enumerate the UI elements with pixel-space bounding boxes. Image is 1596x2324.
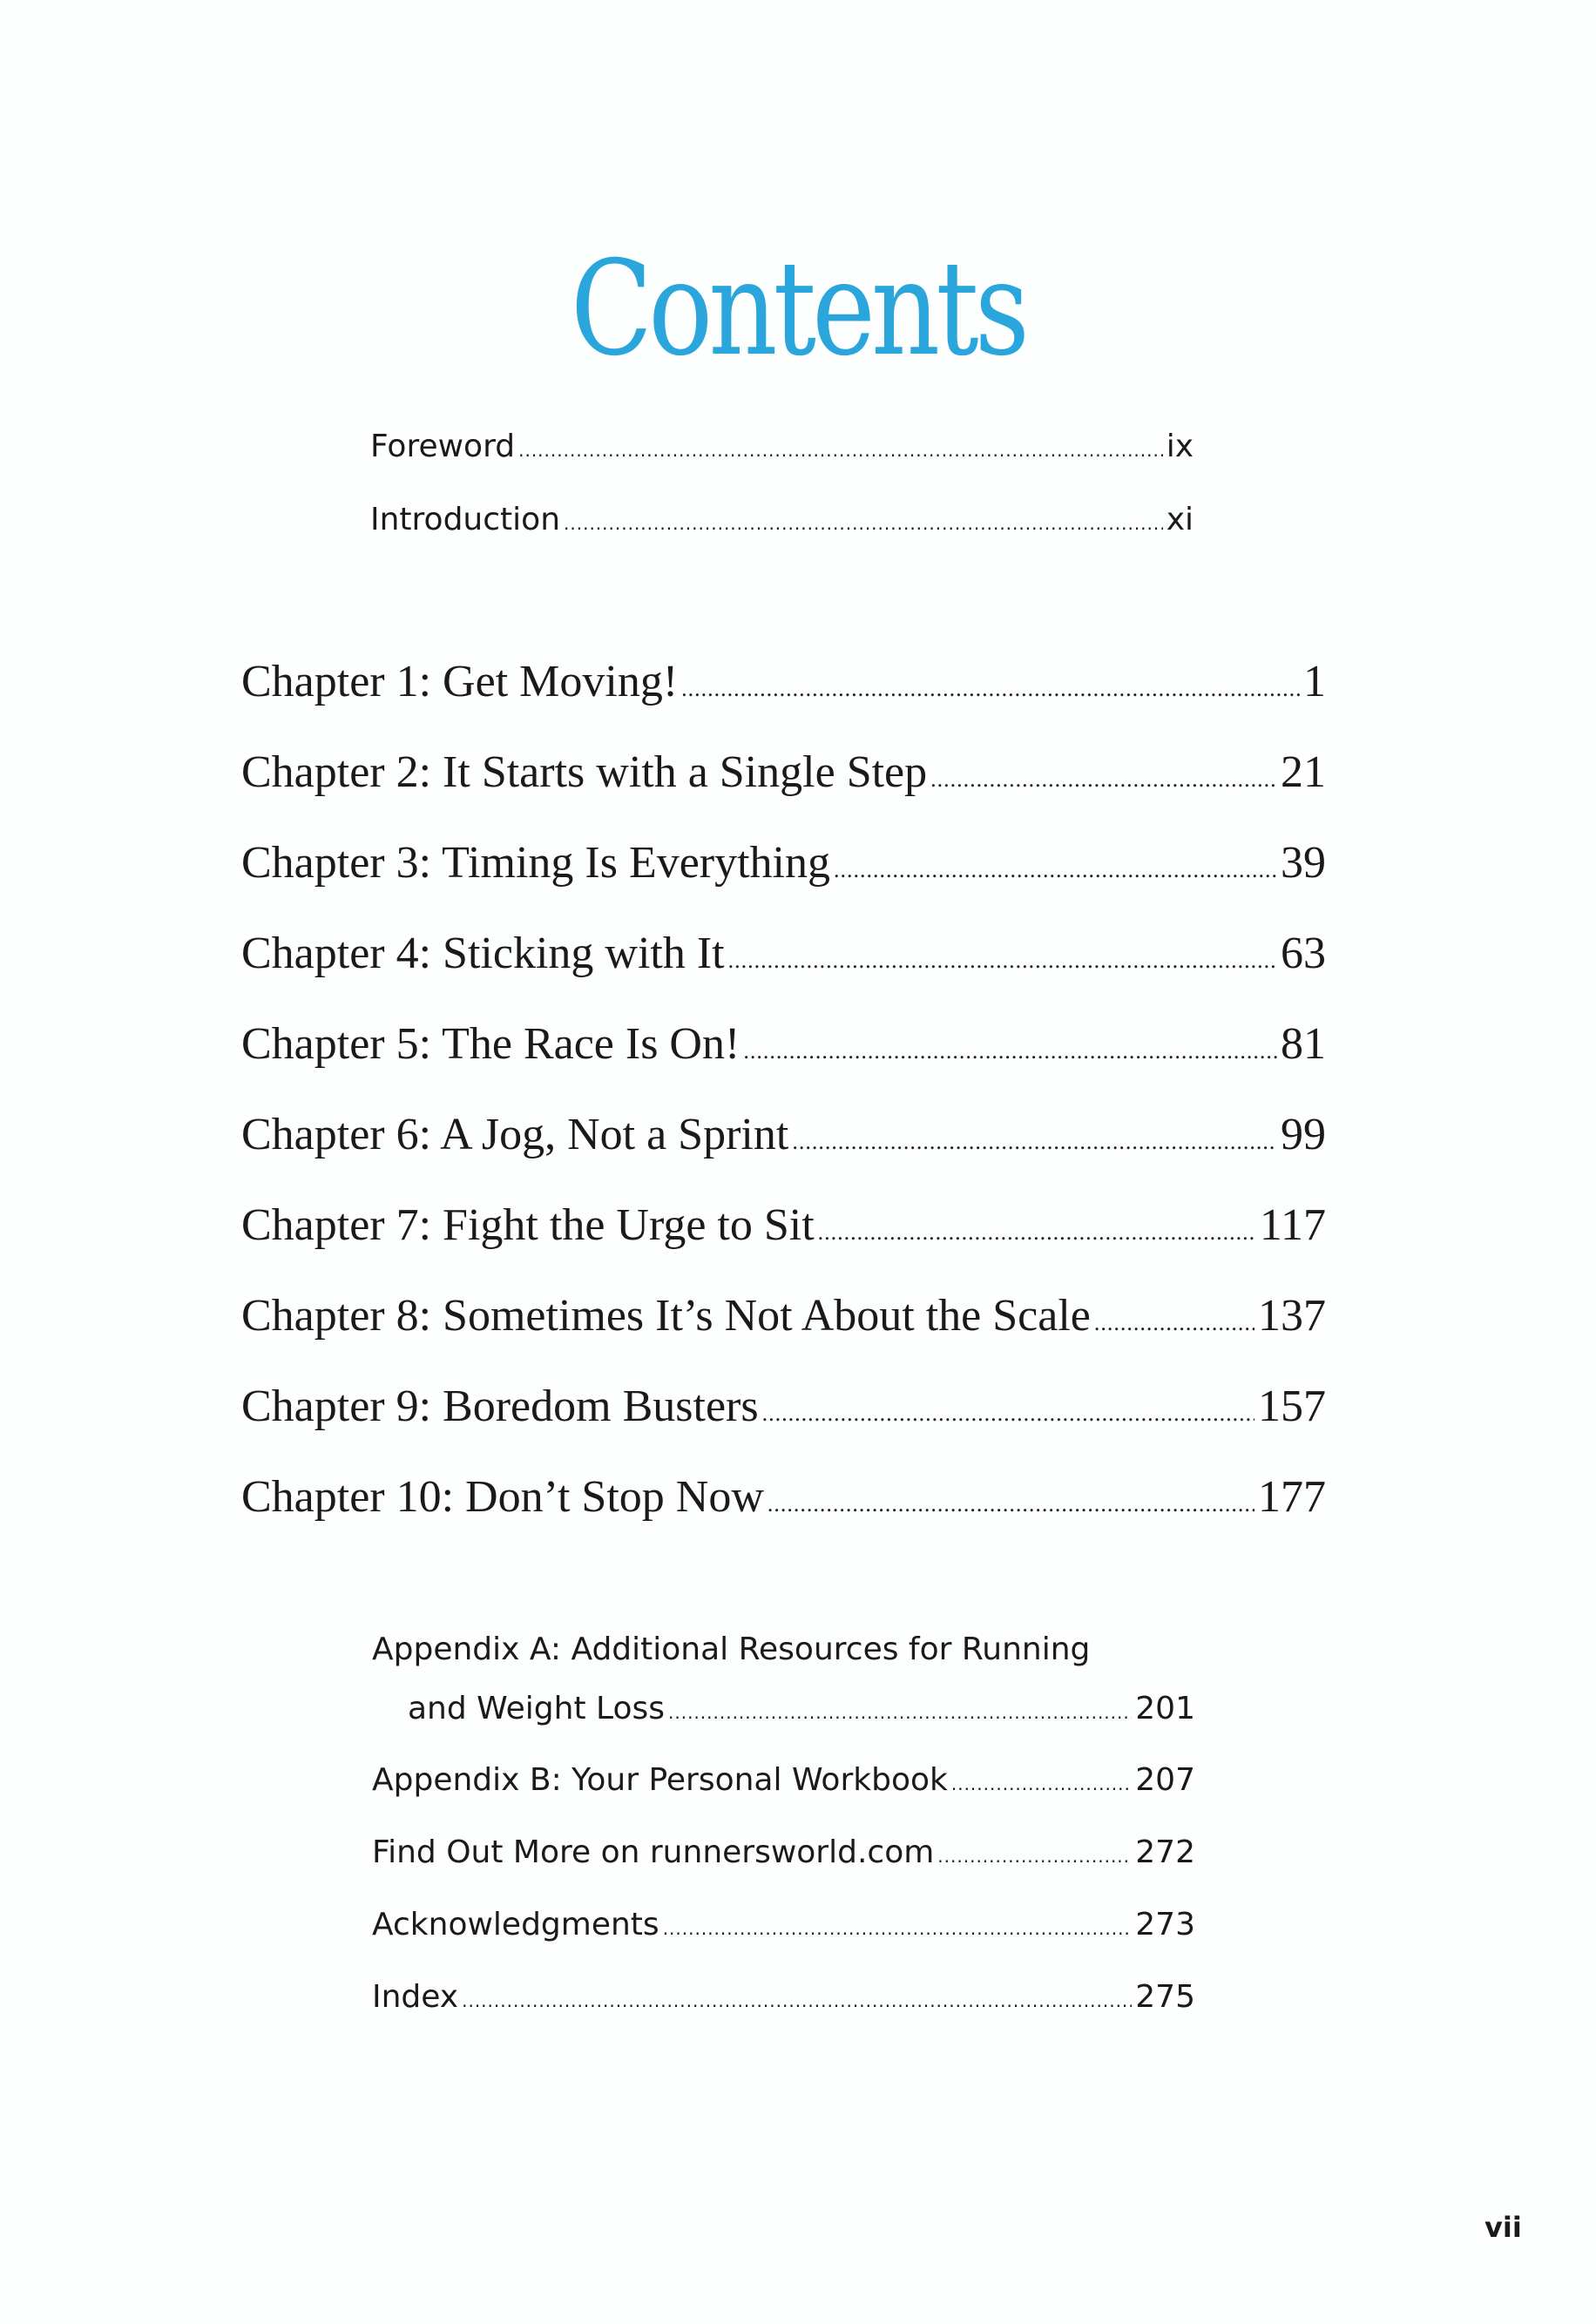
- toc-entry-page: 273: [1135, 1907, 1195, 1942]
- toc-entry-chapter-10: [241, 1471, 1326, 1523]
- toc-entry-introduction: [370, 502, 1194, 537]
- toc-entry-page: 177: [1258, 1472, 1326, 1522]
- toc-entry-page: 275: [1135, 1979, 1195, 2015]
- dot-leader: [681, 656, 1300, 707]
- toc-entry-page: 117: [1259, 1200, 1326, 1250]
- toc-entry-chapter-6: [241, 1109, 1326, 1160]
- toc-entry-find-out-more: [372, 1834, 1195, 1870]
- toc-entry-label: Chapter 3: Timing Is Everything: [241, 838, 830, 888]
- dot-leader: [462, 1979, 1132, 2015]
- dot-leader: [768, 1471, 1254, 1523]
- toc-entry-label: Chapter 5: The Race Is On!: [241, 1019, 741, 1069]
- toc-entry-label: Index: [372, 1979, 459, 2015]
- dot-leader: [1094, 1290, 1254, 1341]
- dot-leader: [743, 1018, 1277, 1070]
- toc-entry-label: Chapter 10: Don’t Stop Now: [241, 1472, 764, 1522]
- toc-entry-page: 137: [1258, 1291, 1326, 1341]
- page-number: vii: [1484, 2211, 1522, 2244]
- toc-entry-page: 157: [1258, 1382, 1326, 1431]
- dot-leader: [951, 1762, 1132, 1798]
- toc-entry-page: 21: [1281, 747, 1326, 797]
- page-title: Contents: [570, 233, 1026, 385]
- toc-entry-label: Chapter 8: Sometimes It’s Not About the Scale: [241, 1291, 1091, 1341]
- toc-entry-label: Foreword: [370, 429, 516, 464]
- dot-leader: [564, 502, 1163, 537]
- toc-entry-page: 1: [1303, 657, 1326, 706]
- dot-leader: [834, 837, 1277, 888]
- toc-entry-label: Chapter 1: Get Moving!: [241, 657, 679, 706]
- toc-entry-label: Chapter 4: Sticking with It: [241, 929, 725, 978]
- toc-entry-label: Chapter 9: Boredom Busters: [241, 1382, 759, 1431]
- toc-entry-page: 207: [1135, 1762, 1195, 1798]
- toc-entry-appendix-a: [408, 1691, 1195, 1726]
- toc-entry-page: xi: [1166, 502, 1194, 537]
- dot-leader: [668, 1691, 1132, 1726]
- toc-entry-label: Appendix B: Your Personal Workbook: [372, 1762, 948, 1798]
- toc-entry-page: 99: [1281, 1110, 1326, 1159]
- dot-leader: [937, 1834, 1132, 1870]
- dot-leader: [762, 1381, 1254, 1432]
- toc-entry-acknowledgments: [372, 1907, 1195, 1942]
- toc-entry-label: Acknowledgments: [372, 1907, 659, 1942]
- toc-entry-label: and Weight Loss: [408, 1691, 665, 1726]
- toc-entry-appendix-a-line1: Appendix A: Additional Resources for Running: [372, 1632, 1091, 1667]
- toc-entry-label: Chapter 2: It Starts with a Single Step: [241, 747, 928, 797]
- toc-entry-page: 81: [1281, 1019, 1326, 1069]
- toc-entry-chapter-7: [241, 1199, 1326, 1251]
- dot-leader: [792, 1109, 1277, 1160]
- toc-entry-chapter-2: [241, 747, 1326, 798]
- dot-leader: [930, 747, 1277, 798]
- toc-entry-page: 39: [1281, 838, 1326, 888]
- toc-entry-appendix-b: [372, 1762, 1195, 1798]
- toc-entry-page: ix: [1166, 429, 1194, 464]
- dot-leader: [818, 1199, 1256, 1251]
- toc-entry-page: 272: [1135, 1834, 1195, 1870]
- toc-entry-label: Chapter 7: Fight the Urge to Sit: [241, 1200, 815, 1250]
- toc-entry-page: 63: [1281, 929, 1326, 978]
- dot-leader: [728, 928, 1277, 979]
- toc-entry-chapter-3: [241, 837, 1326, 888]
- dot-leader: [518, 429, 1163, 464]
- toc-entry-label: Find Out More on runnersworld.com: [372, 1834, 935, 1870]
- toc-entry-chapter-5: [241, 1018, 1326, 1070]
- toc-entry-page: 201: [1135, 1691, 1195, 1726]
- toc-entry-chapter-4: [241, 928, 1326, 979]
- toc-entry-label: Chapter 6: A Jog, Not a Sprint: [241, 1110, 789, 1159]
- toc-entry-label: Introduction: [370, 502, 561, 537]
- dot-leader: [663, 1907, 1133, 1942]
- toc-entry-foreword: [370, 429, 1194, 464]
- toc-entry-index: [372, 1979, 1195, 2015]
- toc-entry-chapter-8: [241, 1290, 1326, 1341]
- toc-entry-chapter-1: [241, 656, 1326, 707]
- toc-entry-chapter-9: [241, 1381, 1326, 1432]
